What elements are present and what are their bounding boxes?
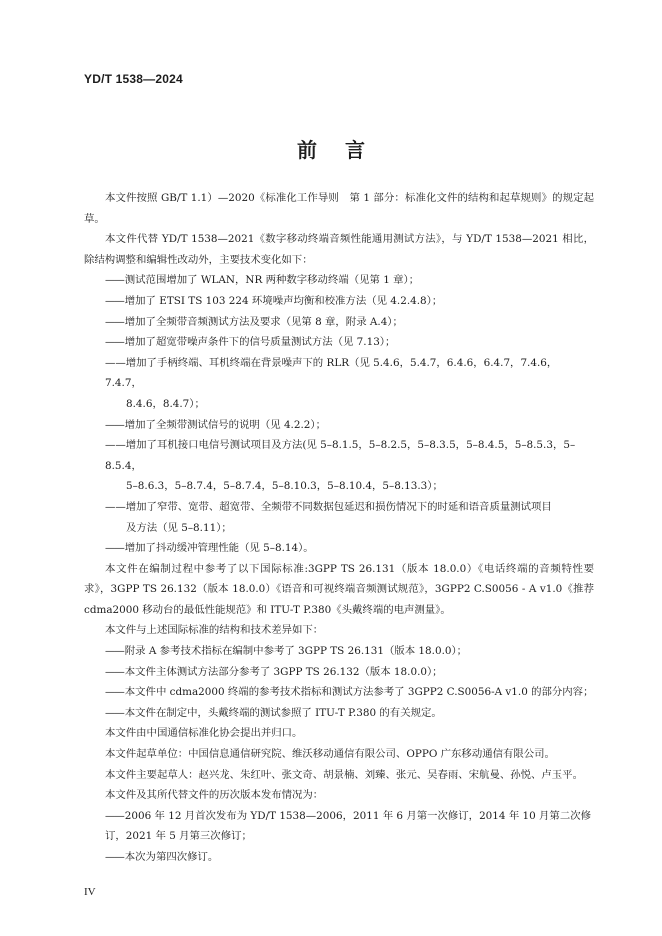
history-item: ——2006 年 12 月首次发布为 YD/T 1538—2006，2011 年 6 月第一次修订，2014 年 10 月第二次修订，2021 年 5 月第三次修订；: [105, 809, 591, 843]
change-item: ——增加了全频带测试信号的说明（见 4.2.2）；: [105, 418, 326, 431]
page-number: IV: [84, 886, 96, 898]
paragraph-references: 本文件在编制过程中参考了以下国际标准:3GPP TS 26.131（版本 18.0.0）《电话终端的音频特性要求》，3GPP TS 26.132（版本 18.0.0）《语音和可视终端音频测试规范》，3GPP2 C.S0056 - A v1.0《推荐 cdma2000 移动台的最低性能规范》和 ITU-T P.380《头戴终端的电声测量》。: [84, 562, 594, 616]
paragraph-drafting-units: 本文件起草单位：中国信息通信研究院、维沃移动通信有限公司、OPPO 广东移动通信有限公司。: [105, 748, 555, 761]
paragraph-drafters: 本文件主要起草人：赵兴龙、朱红叶、张文奇、胡景楠、刘臻、张元、吴春雨、宋航曼、孙悦、卢玉平。: [105, 768, 583, 781]
paragraph-differences-intro: 本文件与上述国际标准的结构和技术差异如下：: [105, 624, 324, 637]
change-item: ——增加了全频带音频测试方法及要求（见第 8 章，附录 A.4）；: [105, 315, 403, 328]
change-item: ——测试范围增加了 WLAN，NR 两种数字移动终端（见第 1 章）；: [105, 274, 420, 287]
change-item: ——增加了手柄终端、耳机终端在背景噪声下的 RLR（见 5.4.6，5.4.7，6.4.6，6.4.7，7.4.6，7.4.7， 8.4.6，8.4.7）；: [105, 356, 558, 410]
foreword-body: [84, 188, 594, 868]
difference-item: ——本文件主体测试方法部分参考了 3GPP TS 26.132（版本 18.0.0）；: [105, 665, 443, 678]
change-item: ——增加了超宽带噪声条件下的信号质量测试方法（见 7.13）；: [105, 336, 396, 349]
change-item: ——增加了窄带、宽带、超宽带、全频带不同数据包延迟和损伤情况下的时延和语音质量测试项目 及方法（见 5–8.11）；: [105, 500, 552, 534]
change-item: ——增加了 ETSI TS 103 224 环境噪声均衡和校准方法（见 4.2.4.8）；: [105, 294, 443, 307]
difference-item: ——本文件中 cdma2000 终端的参考技术指标和测试方法参考了 3GPP2 C.S0056-A v1.0 的部分内容；: [105, 686, 594, 699]
page-title: 前言: [297, 138, 393, 162]
change-item: ——增加了耳机接口电信号测试项目及方法(见 5–8.1.5，5–8.2.5，5–8.3.5，5–8.4.5，5–8.5.3，5–8.5.4， 5–8.6.3，5–8.7.4，5–8.7.4，5–8.10.3，5–8.10.4，5–8.13.3）；: [105, 439, 576, 493]
document-id-header: YD/T 1538—2024: [84, 72, 183, 86]
paragraph-replaces: 本文件代替 YD/T 1538—2021《数字移动终端音频性能通用测试方法》，与 YD/T 1538—2021 相比，除结构调整和编辑性改动外，主要技术变化如下：: [84, 233, 594, 266]
difference-item: ——附录 A 参考技术指标在编制中参考了 3GPP TS 26.131（版本 18.0.0）；: [105, 645, 468, 658]
paragraph-proposed-by: 本文件由中国通信标准化协会提出并归口。: [105, 727, 303, 740]
history-item: ——本次为第四次修订。: [105, 851, 219, 863]
change-item: ——增加了抖动缓冲管理性能（见 5–8.14）。: [105, 542, 314, 555]
difference-item: ——本文件在制定中，头戴终端的测试参照了 ITU-T P.380 的有关规定。: [105, 706, 442, 719]
paragraph-drafting-rules: 本文件按照 GB/T 1.1）—2020《标准化工作导则 第 1 部分：标准化文件的结构和起草规则》的规定起草。: [84, 192, 594, 225]
paragraph-history-intro: 本文件及其所代替文件的历次版本发布情况为：: [105, 789, 324, 802]
